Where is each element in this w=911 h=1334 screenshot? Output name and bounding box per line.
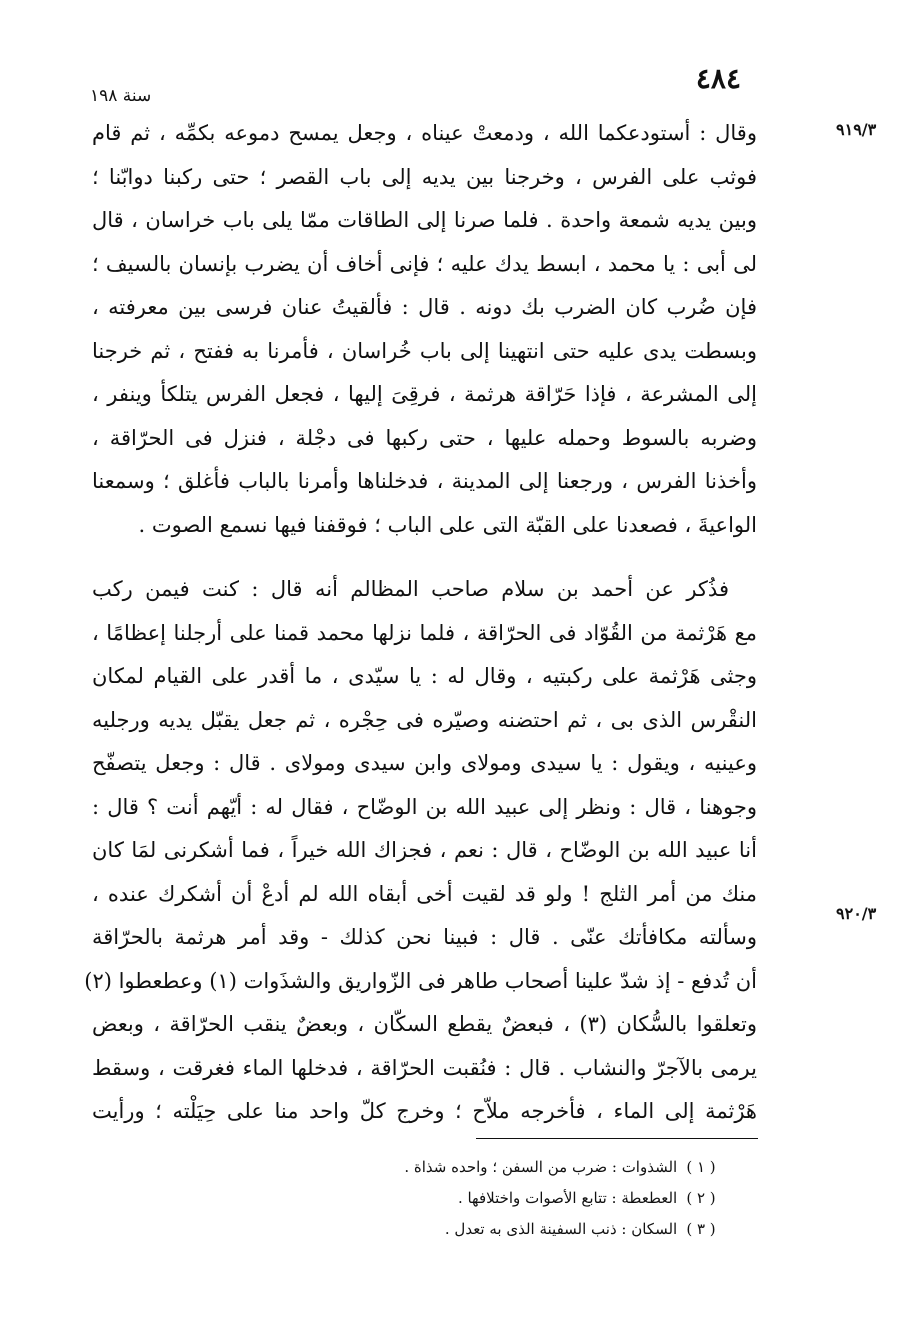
footnotes — [300, 1152, 720, 1245]
footnote — [300, 1183, 720, 1214]
text-line: يرمى بالآجرّ والنشاب . قال : فنُقبت الحرّاقة ، فدخلها الماء فغرقت ، وسقط — [92, 1055, 757, 1080]
text-line: أن تُدفع - إذ شدّ علينا أصحاب طاهر فى الزّواريق والشذَوات (١) وعطعطوا (٢) — [84, 968, 757, 993]
text-line: وقال : أستودعكما الله ، ودمعتْ عيناه ، وجعل يمسح دموعه بكمِّه ، ثم قام — [92, 121, 757, 145]
footnote-text: الشذوات : ضرب من السفن ؛ واحده شذاة . — [404, 1158, 678, 1176]
page-header — [90, 62, 741, 106]
text-line: منك من أمر الثلج ! ولو قد لقيت أخى أبقاه الله لم أدعْ أن أشكرك عنده ، — [92, 881, 757, 906]
text-line: وأخذنا الفرس ، ورجعنا إلى المدينة ، فدخلناها وأمرنا بالباب فأغلق ؛ وسمعنا — [92, 469, 757, 493]
text-line: فوثب على الفرس ، وخرجنا بين يديه إلى باب القصر ؛ حتى ركبنا دوابّنا ؛ — [92, 164, 757, 189]
text-line: الواعيةَ ، فصعدنا على القبّة التى على الباب ؛ فوقفنا فيها نسمع الصوت . — [138, 512, 757, 537]
text-line: وضربه بالسوط وحمله عليها ، حتى ركبها فى دجْلة ، فنزل فى الحرّاقة ، — [92, 425, 757, 450]
footnote-text: العطعطة : تتابع الأصوات واختلافها . — [457, 1189, 678, 1207]
footnote-text: السكان : ذنب السفينة الذى به تعدل . — [444, 1220, 678, 1238]
running-head-year: سنة ١٩٨ — [90, 86, 152, 106]
text-line: لى أبى : يا محمد ، ابسط يدك عليه ؛ فإنى أخاف أن يضرب بإنسان بالسيف ؛ — [92, 251, 757, 276]
text-line: فإن ضُرب كان الضرب بك دونه . قال : فألقيتُ عنان فرسى بين معرفته ، — [92, 295, 757, 319]
footnote — [300, 1214, 720, 1245]
paragraph — [84, 568, 758, 1134]
text-line: وسألته مكافأتك عنّى . قال : فبينا نحن كذلك - وقد أمر هرثمة بالحرّاقة — [92, 925, 757, 949]
text-line: إلى المشرعة ، فإذا حَرّاقة هرثمة ، فرقِىَ إليها ، فجعل الفرس يتلكأ وينفر ، — [92, 382, 757, 406]
text-line: وبسطت يدى عليه حتى انتهينا إلى باب خُراسان ، فأمرنا به ففتح ، ثم خرجنا — [92, 338, 757, 363]
text-line: مع هَرْثمة من القُوّاد فى الحرّاقة ، فلما نزلها محمد قمنا على أرجلنا إعظامًا ، — [92, 620, 757, 645]
text-line: أنا عبيد الله بن الوضّاح ، قال : نعم ، فجزاك الله خيراً ، فما أشكرنى لمَا كان — [92, 838, 757, 862]
footnote-number: ( ٢ ) — [686, 1189, 716, 1207]
text-line: فذُكر عن أحمد بن سلام صاحب المظالم أنه قال : كنت فيمن ركب — [92, 577, 729, 601]
text-line: هَرْثمة إلى الماء ، فأخرجه ملاّح ؛ وخرج كلّ واحد منا على حِيَلْته ؛ ورأيت — [92, 1099, 757, 1123]
page-number: ٤٨٤ — [695, 62, 741, 95]
text-line: النقْرس الذى بى ، ثم احتضنه وصيّره فى حِجْره ، ثم جعل يقبّل يديه ورجليه — [92, 707, 757, 732]
text-line: وجوهنا ، قال : ونظر إلى عبيد الله بن الوضّاح ، فقال له : أيّهم أنت ؟ قال : — [92, 794, 757, 819]
footnote-divider — [476, 1138, 758, 1139]
paragraph — [92, 112, 757, 547]
margin-reference: ٩٢٠/٣ — [836, 904, 877, 923]
text-line: وعينيه ، ويقول : يا سيدى ومولاى وابن سيدى ومولاى . قال : وجعل يتصفّح — [92, 751, 757, 775]
footnote-number: ( ٣ ) — [686, 1220, 716, 1238]
text-line: وتعلقوا بالسُّكان (٣) ، فبعضٌ يقطع السكّان ، وبعضٌ ينقب الحرّاقة ، وبعض — [92, 1012, 758, 1036]
text-line: وجثى هَرْثمة على ركبتيه ، وقال له : يا سيّدى ، ما أقدر على القيام لمكان — [92, 664, 757, 688]
footnote-number: ( ١ ) — [686, 1158, 716, 1176]
margin-reference: ٩١٩/٣ — [836, 120, 877, 139]
footnote — [300, 1152, 720, 1183]
text-line: وبين يديه شمعة واحدة . فلما صرنا إلى الطاقات ممّا يلى باب خراسان ، قال — [92, 208, 757, 232]
